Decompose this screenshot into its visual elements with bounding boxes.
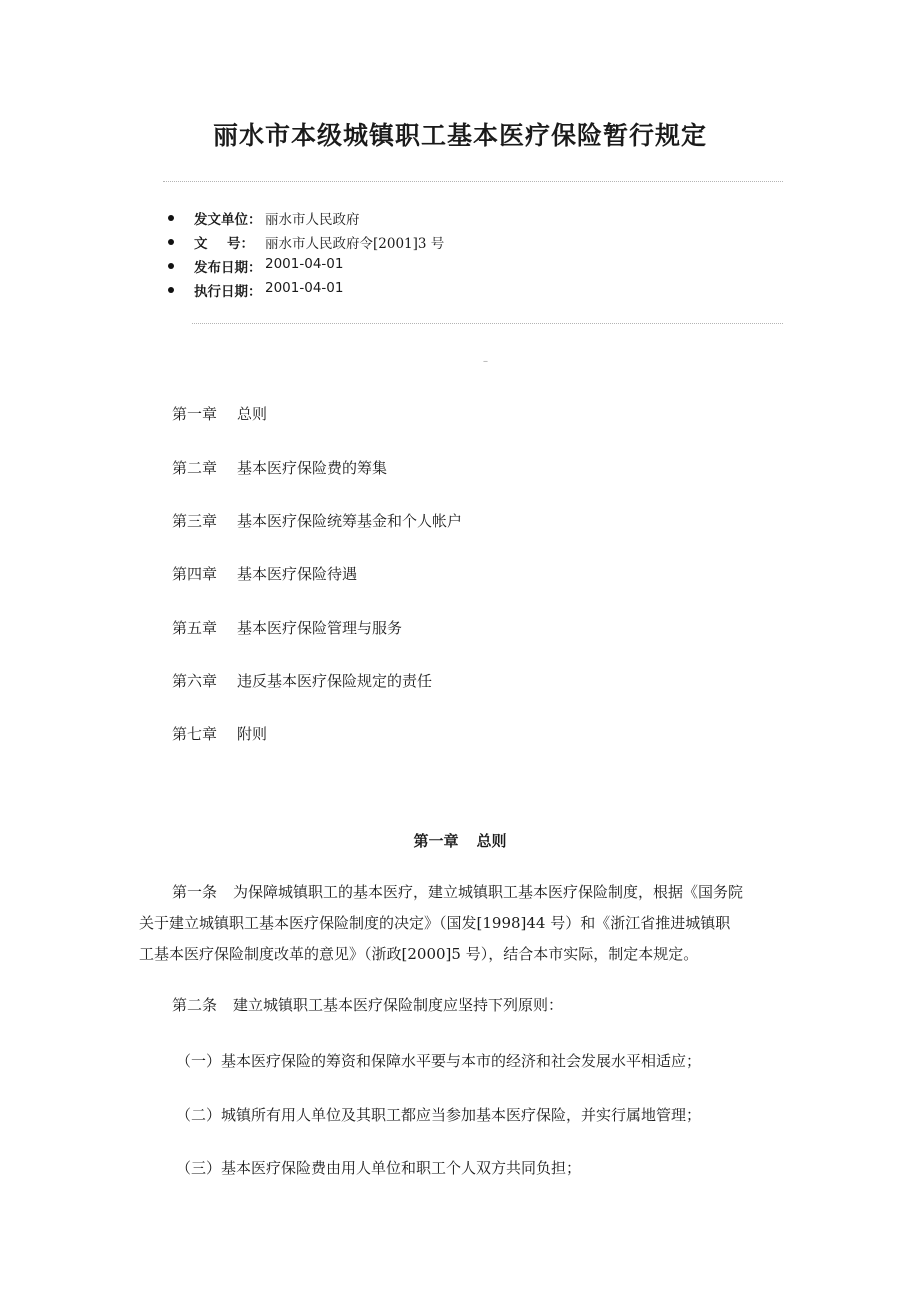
toc-chapter-number: 第四章 — [172, 565, 218, 583]
publish-date-value: 2001-04-01 — [265, 256, 344, 272]
bullet-icon — [168, 215, 174, 221]
docno-label-left: 文 — [194, 236, 208, 252]
toc-item — [172, 457, 387, 478]
toc-chapter-number: 第一章 — [172, 405, 218, 423]
separator-mark: – — [483, 356, 488, 367]
toc-chapter-number: 第六章 — [172, 672, 218, 690]
docno-label-right: 号： — [227, 236, 254, 252]
document-title: 丽水市本级城镇职工基本医疗保险暂行规定 — [212, 121, 707, 150]
article-1-line-2: 关于建立城镇职工基本医疗保险制度的决定》（国发[1998]44 号）和《浙江省推进城镇职 — [139, 914, 731, 932]
toc-item — [172, 617, 402, 638]
toc-item — [172, 403, 267, 424]
article-1-text-1: 为保障城镇职工的基本医疗，建立城镇职工基本医疗保险制度，根据《国务院 — [233, 883, 744, 901]
toc-chapter-title: 总则 — [237, 405, 268, 423]
toc-chapter-title: 基本医疗保险统筹基金和个人帐户 — [237, 512, 463, 530]
article-1-paragraph — [139, 877, 789, 970]
toc-chapter-title: 附则 — [237, 725, 268, 743]
toc-chapter-number: 第三章 — [172, 512, 218, 530]
principle-item-2: （二）城镇所有用人单位及其职工都应当参加基本医疗保险，并实行属地管理； — [176, 1106, 702, 1124]
publish-date-label: 发布日期： — [194, 260, 262, 276]
chapter-number: 第一章 — [413, 832, 459, 850]
toc-chapter-title: 基本医疗保险费的筹集 — [237, 459, 388, 477]
bullet-icon — [168, 287, 174, 293]
chapter-title: 总则 — [476, 832, 507, 850]
bullet-icon — [168, 263, 174, 269]
toc-item — [172, 563, 357, 584]
toc-item — [172, 723, 267, 744]
meta-divider — [192, 323, 783, 324]
toc-chapter-number: 第七章 — [172, 725, 218, 743]
title-divider — [163, 181, 783, 182]
principle-item-1: （一）基本医疗保险的筹资和保障水平要与本市的经济和社会发展水平相适应； — [176, 1052, 702, 1070]
article-1-label: 第一条 — [172, 883, 218, 901]
effective-date-value: 2001-04-01 — [265, 280, 344, 296]
article-1-line-3: 工基本医疗保险制度改革的意见》（浙政[2000]5 号），结合本市实际，制定本规定。 — [139, 945, 699, 963]
docno-value: 丽水市人民政府令[2001]3 号 — [265, 236, 445, 252]
effective-date-label: 执行日期： — [194, 284, 262, 300]
toc-item — [172, 510, 462, 531]
article-2-text: 建立城镇职工基本医疗保险制度应坚持下列原则： — [233, 996, 564, 1014]
toc-chapter-title: 基本医疗保险管理与服务 — [237, 619, 403, 637]
article-2-label: 第二条 — [172, 996, 218, 1014]
toc-chapter-title: 基本医疗保险待遇 — [237, 565, 358, 583]
article-2-paragraph — [139, 990, 789, 1021]
issuer-label: 发文单位： — [194, 212, 262, 228]
toc-chapter-number: 第二章 — [172, 459, 218, 477]
bullet-icon — [168, 239, 174, 245]
toc-chapter-number: 第五章 — [172, 619, 218, 637]
docno-label — [194, 232, 254, 252]
chapter-heading — [0, 830, 920, 851]
principle-item-3: （三）基本医疗保险费由用人单位和职工个人双方共同负担； — [176, 1159, 582, 1177]
toc-item — [172, 670, 432, 691]
issuer-value: 丽水市人民政府 — [265, 212, 360, 228]
article-1-line-1 — [139, 877, 789, 908]
toc-chapter-title: 违反基本医疗保险规定的责任 — [237, 672, 433, 690]
